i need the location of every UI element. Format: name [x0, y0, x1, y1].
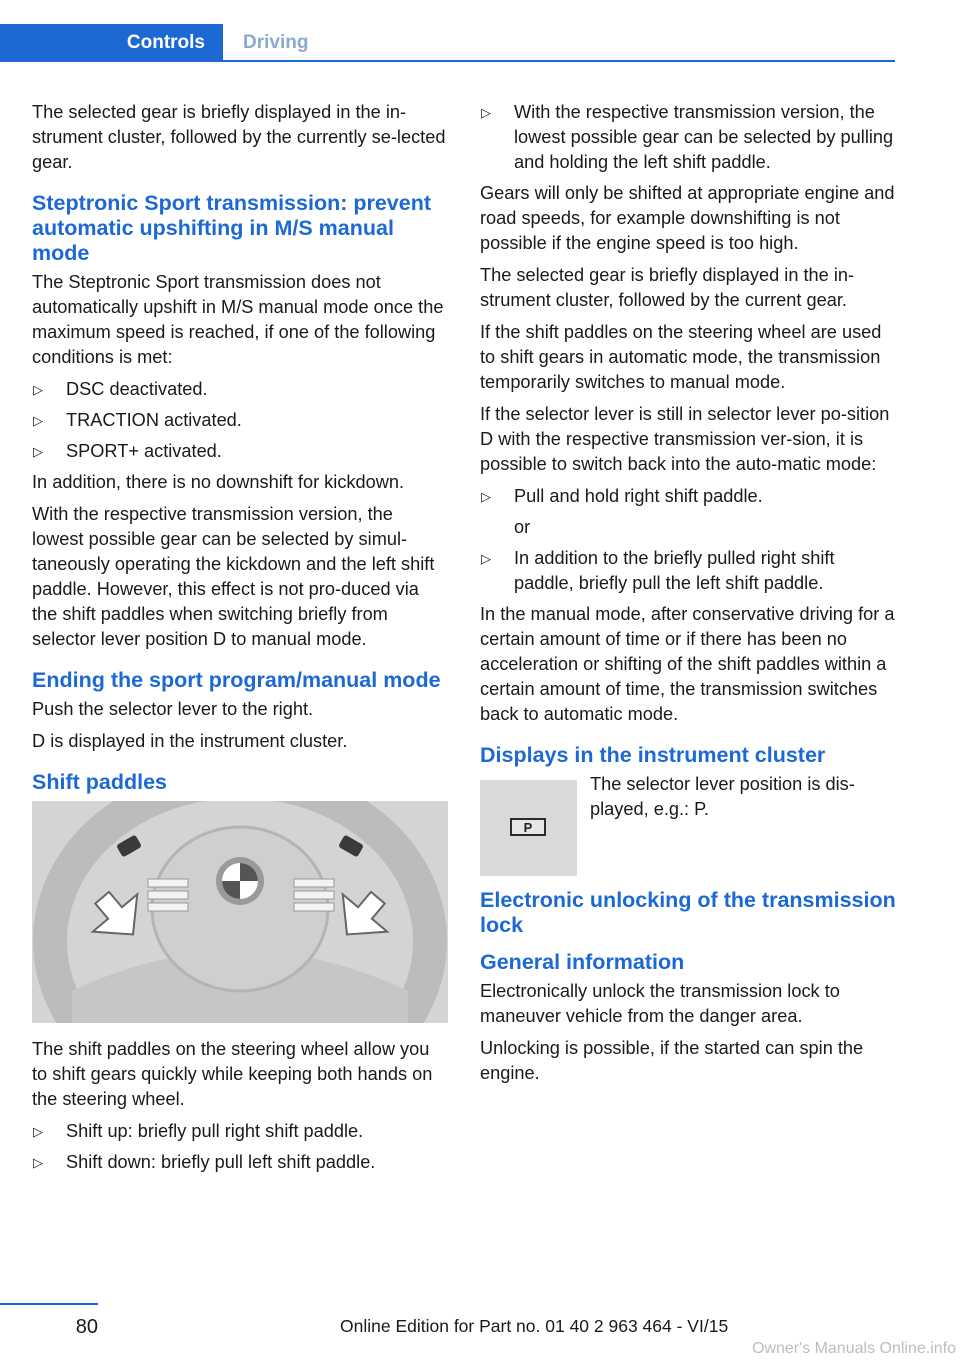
- page-number-rule: [0, 1303, 98, 1305]
- steering-wheel-illustration: [32, 801, 448, 1023]
- list-item-text: Pull and hold right shift paddle.: [514, 486, 763, 506]
- watermark: Owner's Manuals Online.info: [751, 1340, 956, 1357]
- auto-mode-list: [480, 484, 896, 596]
- tab-driving[interactable]: Driving: [243, 32, 309, 53]
- list-item-text: DSC deactivated.: [66, 379, 208, 399]
- paragraph: Gears will only be shifted at appropriate engine and road speeds, for example downshifting is not possible if the engine speed is too high.: [480, 183, 895, 253]
- list-item: [480, 484, 896, 540]
- list-item: [32, 408, 448, 433]
- triangle-bullet-icon: ▷: [481, 551, 491, 566]
- paragraph: With the respective transmission version, the lowest possible gear can be selected by simul‐taneously operating the kickdown and the left shift paddle. However, this effect is not pro‐duced via the shift paddles when switching briefly from selector lever position D to manual mode.: [32, 504, 435, 649]
- list-item: [32, 1119, 448, 1144]
- edition-footer: Online Edition for Part no. 01 40 2 963 464 - VI/15: [340, 1316, 729, 1336]
- heading-shift-paddles: Shift paddles: [32, 770, 167, 794]
- triangle-bullet-icon: ▷: [481, 489, 491, 504]
- paragraph: The selected gear is briefly displayed in the in‐strument cluster, followed by the current gear.: [480, 265, 855, 310]
- page-number: 80: [75, 1316, 98, 1338]
- triangle-bullet-icon: ▷: [33, 1124, 43, 1139]
- triangle-bullet-icon: ▷: [33, 382, 43, 397]
- display-caption: The selector lever position is dis‐played, e.g.: P.: [590, 774, 855, 819]
- shift-list: [32, 1119, 448, 1175]
- paragraph: If the shift paddles on the steering wheel are used to shift gears in automatic mode, the transmission temporarily switches to manual mode.: [480, 322, 882, 392]
- heading-unlocking: Electronic unlocking of the transmission lock: [480, 888, 896, 937]
- heading-displays: Displays in the instrument cluster: [480, 743, 826, 767]
- conditions-list: [32, 377, 448, 464]
- paragraph: The shift paddles on the steering wheel allow you to shift gears quickly while keeping both hands on the steering wheel.: [32, 1039, 433, 1109]
- instrument-display-image: [480, 780, 577, 876]
- list-item: [480, 546, 896, 596]
- paragraph: The selected gear is briefly displayed in the in‐strument cluster, followed by the currently se‐lected gear.: [32, 102, 446, 172]
- paragraph: Push the selector lever to the right.: [32, 699, 314, 719]
- selector-position-display: P: [510, 818, 546, 836]
- paragraph: If the selector lever is still in selector lever po‐sition D with the respective transmission ver‐sion, it is possible to switch back into the auto‐matic mode:: [480, 404, 890, 474]
- triangle-bullet-icon: ▷: [33, 413, 43, 428]
- list-item-text: In addition to the briefly pulled right shift paddle, briefly pull the left shift paddle.: [514, 548, 835, 593]
- page-header: [0, 24, 895, 62]
- list-item-text: Shift down: briefly pull left shift paddle.: [66, 1152, 376, 1172]
- list-item: [32, 1150, 448, 1175]
- paragraph: The Steptronic Sport transmission does not automatically upshift in M/S manual mode once the maximum speed is reached, if one of the following conditions is met:: [32, 272, 444, 367]
- list-item-text: TRACTION activated.: [66, 410, 242, 430]
- list-item: [32, 377, 448, 402]
- paragraph: In the manual mode, after conservative driving for a certain amount of time or if there has been no acceleration or shifting of the shift paddles within a certain amount of time, the transmission switches back to automatic mode.: [480, 604, 895, 724]
- list-item: [480, 100, 896, 175]
- heading-steptronic: Steptronic Sport transmission: prevent automatic upshifting in M/S manual mode: [32, 191, 432, 265]
- paragraph: Unlocking is possible, if the started can spin the engine.: [480, 1038, 864, 1083]
- lowest-gear-list: [480, 100, 896, 175]
- list-item-text: SPORT+ activated.: [66, 441, 222, 461]
- list-item-text: Shift up: briefly pull right shift paddle.: [66, 1121, 364, 1141]
- list-item-text: With the respective transmission version, the lowest possible gear can be selected by pulling and holding the left shift paddle.: [514, 102, 894, 172]
- paragraph: In addition, there is no downshift for kickdown.: [32, 472, 405, 492]
- heading-general-information: General information: [480, 950, 685, 974]
- header-rule: [0, 60, 895, 62]
- triangle-bullet-icon: ▷: [33, 444, 43, 459]
- display-figure: [480, 772, 896, 872]
- left-column: [32, 100, 448, 1181]
- paragraph: Electronically unlock the transmission lock to maneuver vehicle from the danger area.: [480, 981, 840, 1026]
- heading-ending: Ending the sport program/manual mode: [32, 668, 441, 692]
- triangle-bullet-icon: ▷: [481, 105, 491, 120]
- or-text: or: [514, 517, 531, 537]
- list-item: [32, 439, 448, 464]
- right-column: [480, 100, 896, 1093]
- paragraph: D is displayed in the instrument cluster.: [32, 731, 348, 751]
- tab-controls[interactable]: Controls: [0, 24, 223, 62]
- triangle-bullet-icon: ▷: [33, 1155, 43, 1170]
